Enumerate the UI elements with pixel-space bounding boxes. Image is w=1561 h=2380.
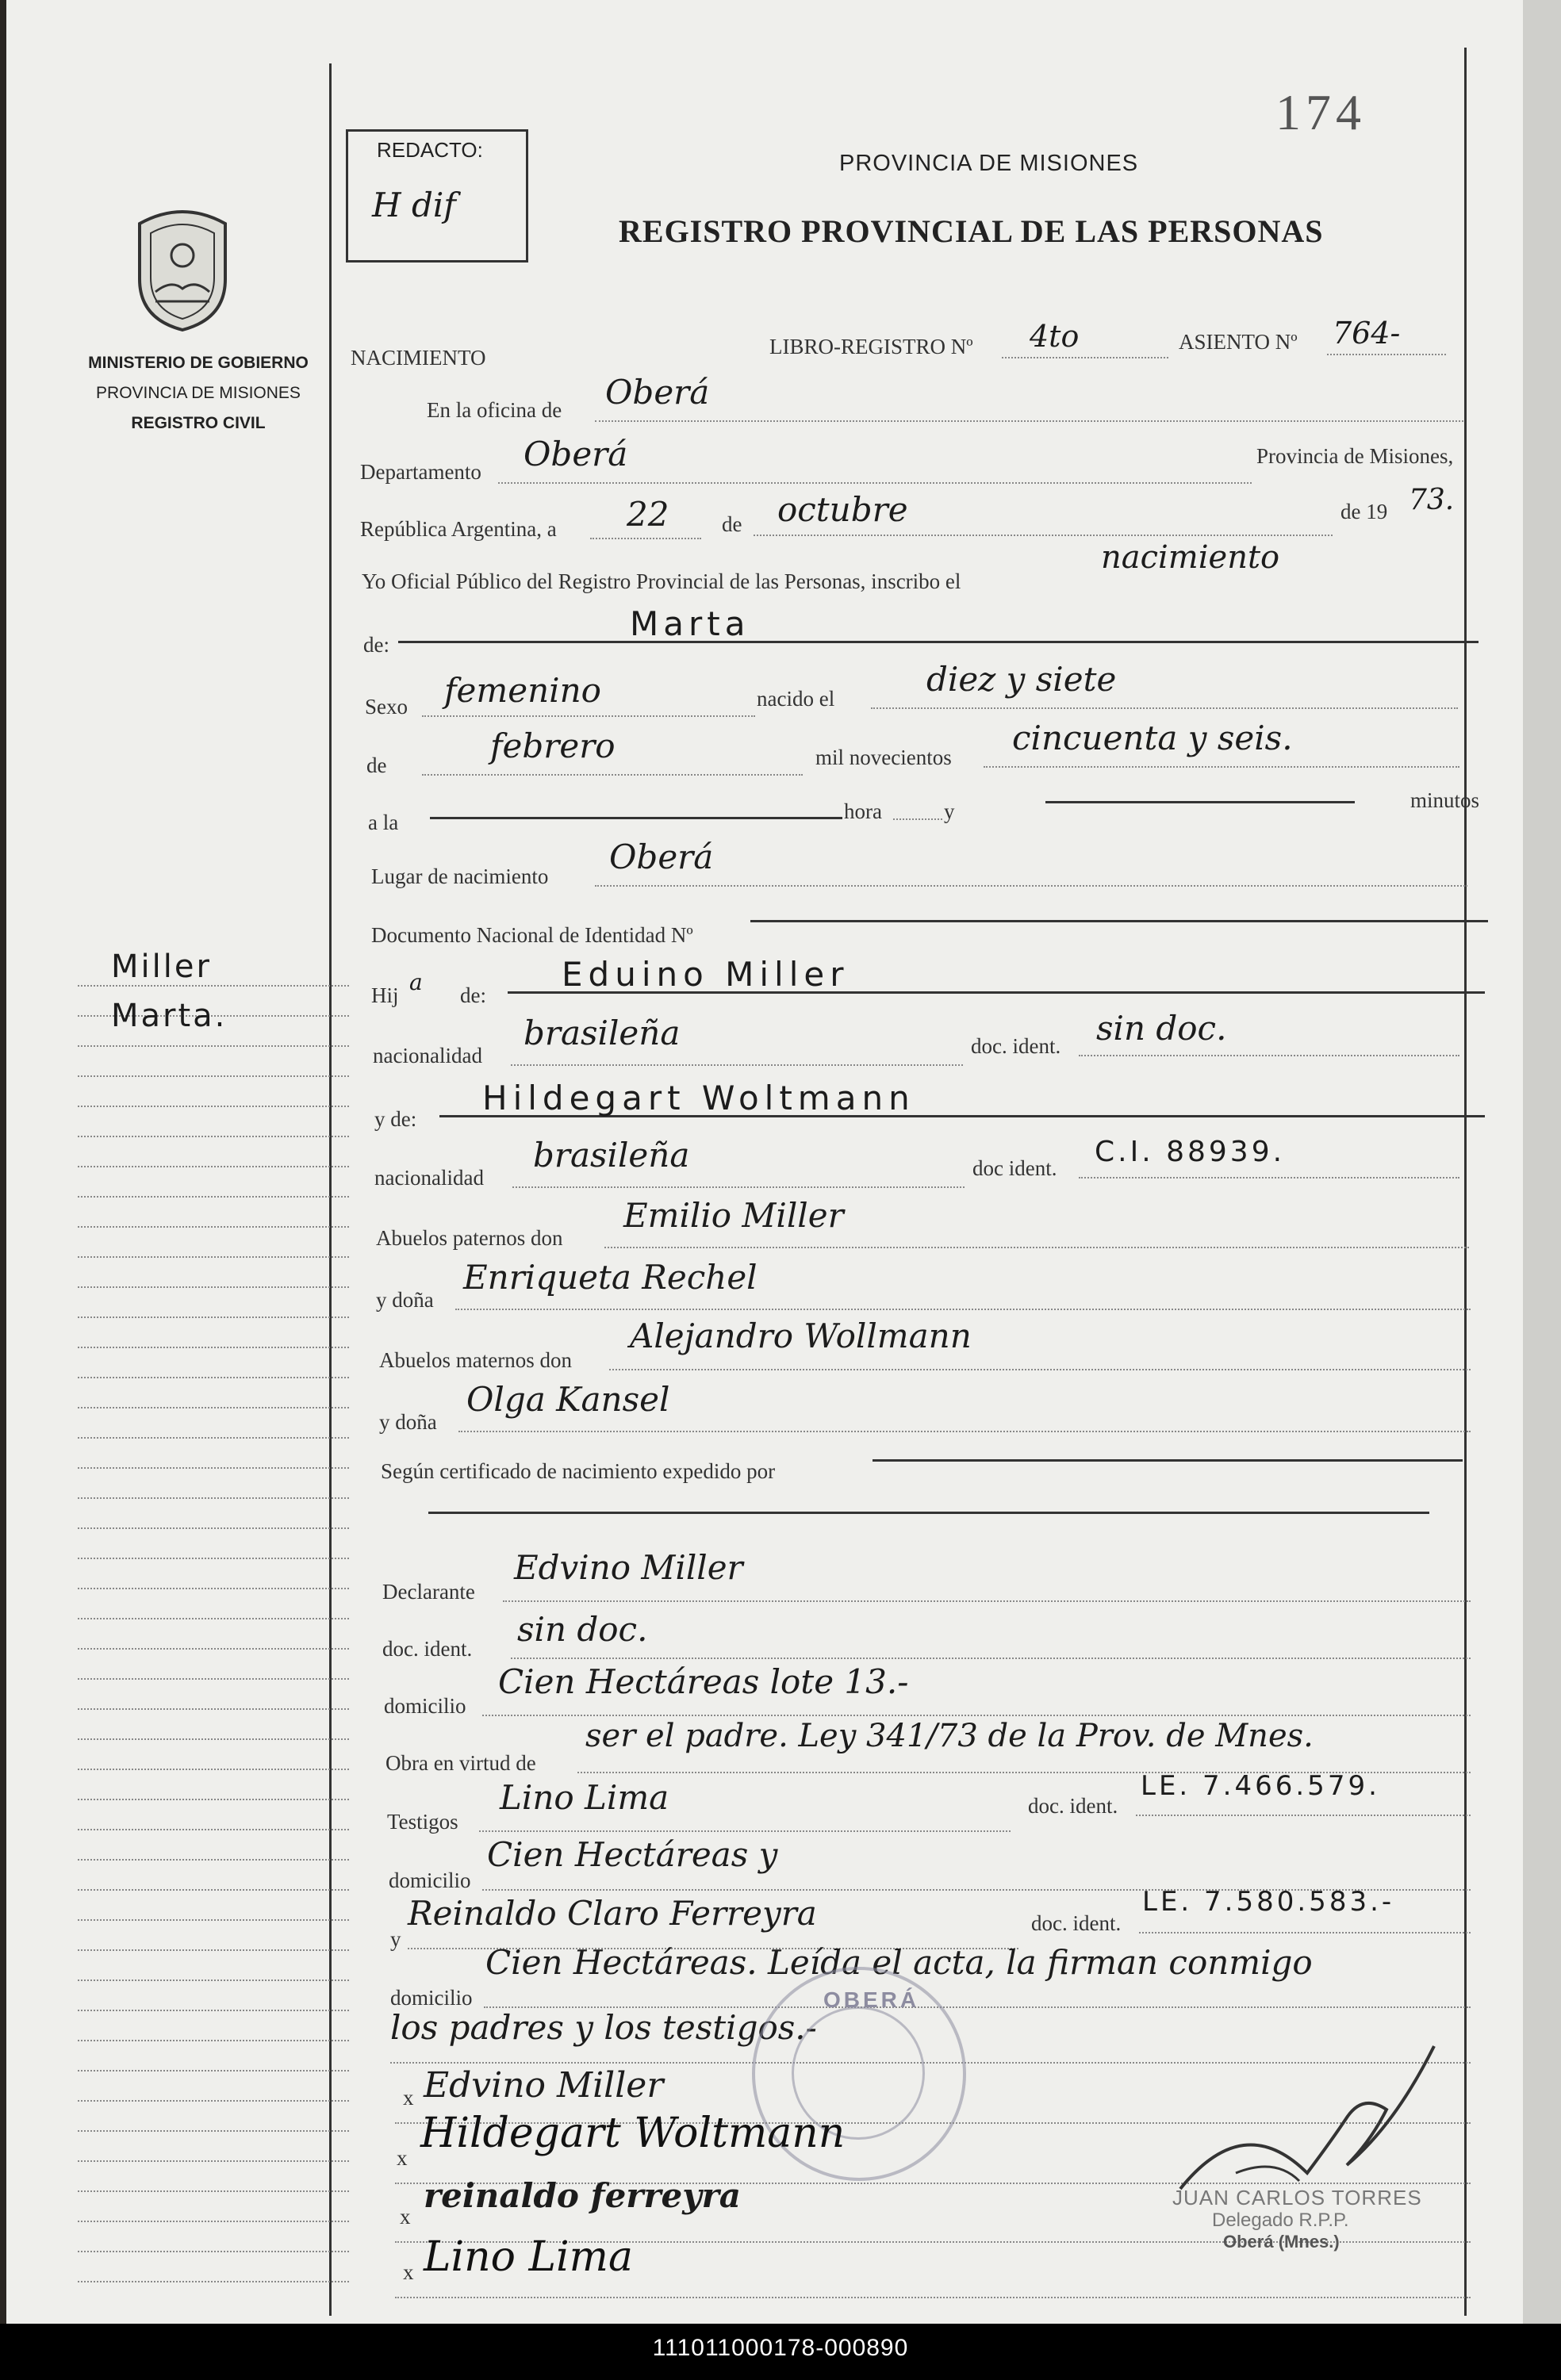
abuelo-pat-line <box>604 1247 1469 1248</box>
obra-value: ser el padre. Ley 341/73 de la Prov. de Mnes. <box>585 1718 1314 1754</box>
doc1-label: doc. ident. <box>971 1034 1061 1058</box>
margin-rule <box>78 2070 349 2071</box>
official-stamp-name: JUAN CARLOS TORRES <box>1172 2186 1422 2209</box>
official-stamp-title: Delegado R.P.P. <box>1212 2209 1349 2231</box>
signature-1: Edvino Miller <box>424 2065 664 2106</box>
sig-mark-4: x <box>403 2260 414 2284</box>
dia-value: 22 <box>627 495 669 534</box>
ministry-line-2: PROVINCIA DE MISIONES <box>96 384 301 402</box>
margin-rule <box>78 1196 349 1198</box>
obra-label: Obra en virtud de <box>385 1751 536 1775</box>
abuela-mat-line <box>458 1431 1471 1432</box>
abuelos-mat-label: Abuelos maternos don <box>379 1348 572 1372</box>
declarante-label: Declarante <box>382 1580 475 1604</box>
certificado-label: Según certificado de nacimiento expedido por <box>381 1459 776 1483</box>
doct1-value: LE. 7.466.579. <box>1141 1770 1380 1802</box>
minutos-label: minutos <box>1410 788 1480 812</box>
departamento-label: Departamento <box>360 460 481 484</box>
nacido-line <box>871 707 1458 709</box>
anio-label: de 19 <box>1340 500 1388 523</box>
doc2-value: C.I. 88939. <box>1095 1136 1286 1168</box>
nac2-line <box>512 1186 965 1188</box>
doct1-line <box>1136 1815 1471 1816</box>
lugar-line <box>595 885 1467 887</box>
asiento-line <box>1327 354 1446 355</box>
abuela-mat-value: Olga Kansel <box>466 1380 670 1419</box>
abuela-pat-line <box>455 1309 1471 1310</box>
sexo-value: femenino <box>444 671 601 710</box>
margin-rule <box>78 1226 349 1228</box>
margin-rule <box>78 985 349 987</box>
oficial-value: nacimiento <box>1101 539 1280 576</box>
margin-rule <box>78 1889 349 1891</box>
anio-nac-value: cincuenta y seis. <box>1012 719 1293 757</box>
header-province: PROVINCIA DE MISIONES <box>839 151 1139 176</box>
lugar-value: Oberá <box>609 837 714 876</box>
oficina-line <box>595 420 1463 422</box>
anio-value: 73. <box>1409 484 1455 516</box>
hijo-suffix: a <box>409 969 423 995</box>
declarante-line <box>503 1600 1471 1602</box>
yde-label: y de: <box>374 1107 417 1131</box>
doct1-label: doc. ident. <box>1028 1794 1118 1818</box>
lugar-label: Lugar de nacimiento <box>371 864 549 888</box>
dni-label: Documento Nacional de Identidad Nº <box>371 923 693 947</box>
signature-3: reinaldo ferreyra <box>424 2176 742 2215</box>
margin-name: Marta. <box>111 998 228 1034</box>
hijo-de-label: de: <box>460 983 486 1007</box>
asiento-label: ASIENTO Nº <box>1179 330 1298 354</box>
abuelo-pat-value: Emilio Miller <box>623 1196 844 1235</box>
sig-line-4 <box>395 2297 1471 2298</box>
margin-rule <box>78 2251 349 2252</box>
margin-rule <box>78 1738 349 1740</box>
testigos-label: Testigos <box>387 1810 458 1834</box>
doct2-label: doc. ident. <box>1031 1911 1122 1935</box>
domicilio3-value: Cien Hectáreas. Leída el acta, la firman conmigo <box>485 1943 1313 1982</box>
nac2-label: nacionalidad <box>374 1166 484 1190</box>
margin-rule <box>78 1980 349 1981</box>
margin-rule <box>78 1769 349 1770</box>
nacido-value: diez y siete <box>926 660 1117 699</box>
de-nombre-label: de: <box>363 633 389 657</box>
sig-mark-3: x <box>400 2205 411 2229</box>
margin-rule <box>78 2281 349 2282</box>
margin-rule <box>78 1588 349 1589</box>
dia-line <box>590 538 701 539</box>
signature-4: Lino Lima <box>424 2233 633 2281</box>
libro-value: 4to <box>1030 319 1080 354</box>
de2-label: de <box>366 753 387 777</box>
mes-nac-value: febrero <box>490 726 616 765</box>
signature-2: Hildegart Woltmann <box>420 2110 846 2157</box>
margin-rule <box>78 1377 349 1378</box>
round-seal-text: OBERÁ <box>823 1987 920 2012</box>
domicilio1-label: domicilio <box>384 1694 466 1718</box>
margin-rule <box>78 1256 349 1258</box>
certificado-line-2 <box>428 1512 1429 1514</box>
margin-rule <box>78 1949 349 1951</box>
libro-line <box>1002 357 1168 358</box>
certificado-line <box>873 1459 1463 1462</box>
ministry-line-3: REGISTRO CIVIL <box>131 414 266 432</box>
margin-rule <box>78 1708 349 1710</box>
abuelo-mat-value: Alejandro Wollmann <box>630 1316 972 1355</box>
margin-rule <box>78 2010 349 2011</box>
ministry-line-1: MINISTERIO DE GOBIERNO <box>88 354 309 372</box>
oficina-value: Oberá <box>605 373 710 412</box>
domicilio3-label: domicilio <box>390 1986 473 2010</box>
nac1-value: brasileña <box>524 1014 681 1052</box>
doc1-value: sin doc. <box>1096 1009 1227 1048</box>
abuelo-mat-line <box>609 1369 1471 1370</box>
margin-rule <box>78 2100 349 2102</box>
margin-rule <box>78 1527 349 1529</box>
departamento-value: Oberá <box>524 435 628 473</box>
domicilio2-label: domicilio <box>389 1868 471 1892</box>
margin-rule <box>78 1678 349 1680</box>
margin-rule <box>78 1558 349 1559</box>
abuelos-pat-label: Abuelos paternos don <box>376 1226 563 1250</box>
mil-label: mil novecientos <box>815 745 952 769</box>
oficina-label: En la oficina de <box>427 398 562 422</box>
margin-rule <box>78 2190 349 2192</box>
official-stamp-place: Oberá (Mnes.) <box>1223 2232 1340 2252</box>
book-spine <box>1523 0 1561 2324</box>
margin-rule <box>78 1919 349 1921</box>
margin-rule <box>78 1648 349 1650</box>
ala-label: a la <box>368 811 399 834</box>
sig-mark-1: x <box>403 2086 414 2110</box>
abuela-pat-value: Enriqueta Rechel <box>463 1258 757 1297</box>
page-number: 174 <box>1275 84 1366 140</box>
right-margin-rule <box>1464 48 1467 2316</box>
anio-nac-line <box>984 766 1459 768</box>
dni-line <box>750 920 1488 922</box>
padre-value: Eduino Miller <box>562 955 850 994</box>
testigo1-line <box>479 1830 1011 1832</box>
docdecl-label: doc. ident. <box>382 1637 473 1661</box>
cierre-value: los padres y los testigos.- <box>390 2008 817 2047</box>
margin-rule <box>78 1166 349 1167</box>
y-label: y <box>944 799 955 823</box>
declarante-value: Edvino Miller <box>514 1548 743 1587</box>
margin-rule <box>78 2040 349 2041</box>
hijo-label: Hij <box>371 983 399 1007</box>
margin-rule <box>78 1106 349 1107</box>
minutos-line <box>1045 801 1355 803</box>
asiento-value: 764- <box>1333 316 1401 351</box>
margin-rule <box>78 1437 349 1439</box>
ydona1-label: y doña <box>376 1288 434 1312</box>
doct2-value: LE. 7.580.583.- <box>1142 1886 1395 1918</box>
hora-line <box>430 817 842 819</box>
margin-surname: Miller <box>111 949 212 985</box>
header-registry: REGISTRO PROVINCIAL DE LAS PERSONAS <box>619 213 1324 249</box>
margin-rule <box>78 1497 349 1499</box>
margin-rule <box>78 1136 349 1137</box>
margin-rule <box>78 1075 349 1077</box>
margin-rule <box>78 1045 349 1047</box>
document-page <box>6 0 1523 2324</box>
mes-value: octubre <box>777 490 908 529</box>
doc2-line <box>1079 1177 1459 1179</box>
madre-value: Hildegart Woltmann <box>482 1079 915 1117</box>
domicilio1-line <box>482 1715 1471 1716</box>
docdecl-line <box>511 1658 1471 1659</box>
domicilio1-value: Cien Hectáreas lote 13.- <box>498 1662 909 1701</box>
hora-dots <box>893 818 942 820</box>
nombre-line <box>398 641 1479 643</box>
provincia-label: Provincia de Misiones, <box>1256 444 1454 468</box>
mes-nac-line <box>422 774 803 776</box>
margin-rule <box>78 1829 349 1830</box>
margin-rule <box>78 1859 349 1861</box>
margin-rule <box>78 2221 349 2222</box>
margin-rule <box>78 2160 349 2162</box>
nacimiento-label: NACIMIENTO <box>351 346 486 370</box>
de-label: de <box>722 512 742 536</box>
ydona2-label: y doña <box>379 1410 437 1434</box>
nac1-line <box>511 1064 963 1066</box>
footer-bar <box>0 2324 1561 2380</box>
nac1-label: nacionalidad <box>373 1044 482 1067</box>
margin-rule <box>78 1407 349 1408</box>
redacto-label: REDACTO: <box>377 138 483 162</box>
hora-label: hora <box>844 799 882 823</box>
nombre-value: Marta <box>630 604 750 643</box>
domicilio2-value: Cien Hectáreas y <box>487 1835 778 1874</box>
sig-mark-2: x <box>397 2146 408 2170</box>
margin-rule <box>78 1286 349 1288</box>
coat-of-arms-emblem <box>124 206 241 332</box>
republica-label: República Argentina, a <box>360 517 557 541</box>
nac2-value: brasileña <box>533 1136 690 1175</box>
margin-rule <box>78 1467 349 1469</box>
oficial-text: Yo Oficial Público del Registro Provincial de las Personas, inscribo el <box>362 569 961 593</box>
testigo2-value: Reinaldo Claro Ferreyra <box>408 1894 817 1933</box>
docdecl-value: sin doc. <box>517 1610 648 1649</box>
doc1-line <box>1079 1055 1459 1056</box>
redacto-value: H dif <box>372 186 456 224</box>
margin-rule <box>78 1618 349 1619</box>
margin-rule <box>78 1799 349 1800</box>
sexo-line <box>422 715 755 717</box>
libro-label: LIBRO-REGISTRO Nº <box>769 335 973 358</box>
margin-rule <box>78 1316 349 1318</box>
doc2-label: doc ident. <box>972 1156 1057 1180</box>
redacto-box <box>346 129 528 263</box>
mes-line <box>754 535 1333 536</box>
margin-rule <box>78 1347 349 1348</box>
margin-rule <box>78 2130 349 2132</box>
nacido-label: nacido el <box>757 687 835 711</box>
testigo1-value: Lino Lima <box>500 1778 669 1817</box>
sexo-label: Sexo <box>365 695 408 719</box>
departamento-line <box>498 482 1252 484</box>
doct2-line <box>1139 1932 1471 1934</box>
y-testigo-label: y <box>390 1927 401 1951</box>
footer-code: 111011000178-000890 <box>652 2335 909 2361</box>
